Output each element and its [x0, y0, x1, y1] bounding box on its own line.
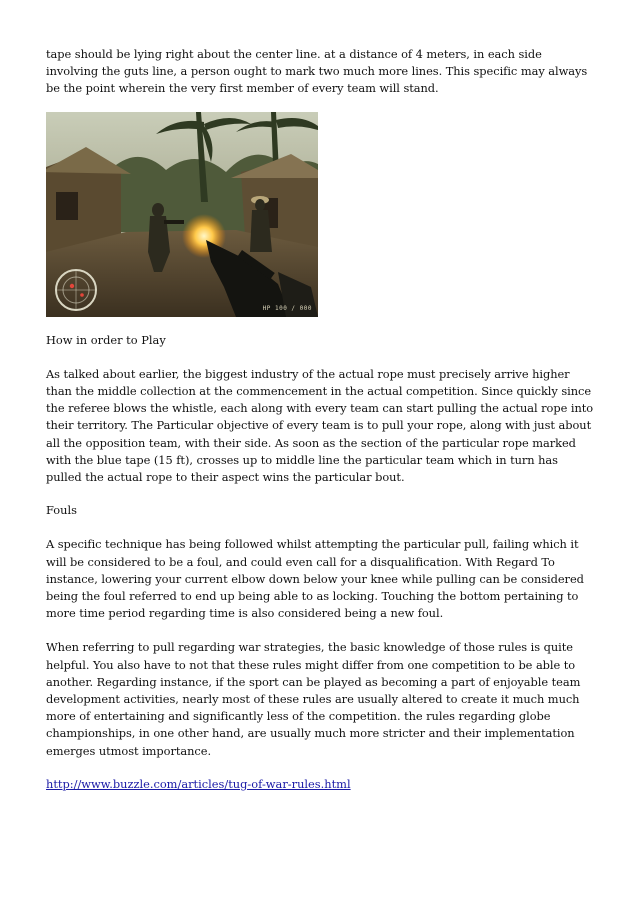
radar-hud-icon: [56, 270, 96, 310]
document-page: [46, 46, 594, 793]
source-link[interactable]: http://www.buzzle.com/articles/tug-of-war-rules.html: [46, 776, 351, 791]
source-link-row: [46, 776, 594, 793]
paragraph-fouls: A specific technique has being followed whilst attempting the particular pull, failing which it will be considered to be a foul, and could even call for a disqualification. With Regard To instance, lowering your current elbow down below your knee while pulling can be considered being the foul referred to end up being able to as locking. Touching the bottom pertaining to more time period regarding time is also considered being a new foul.: [46, 537, 584, 621]
game-scene-illustration: [46, 112, 318, 317]
hud-readout: HP 100 / 000: [262, 304, 312, 312]
game-screenshot-image: [46, 112, 318, 317]
paragraph-intro: tape should be lying right about the center line. at a distance of 4 meters, in each side involving the guts line, a person ought to mark two much more lines. This specific may always be the point wherein the very first member of every team will stand.: [46, 47, 588, 96]
paragraph-strategy: When referring to pull regarding war strategies, the basic knowledge of those rules is quite helpful. You also have to not that these rules might differ from one competition to be able to another. Regarding instance, if the sport can be played as becoming a part of enjoyable team development activities, nearly most of these rules are usually altered to create it much much more of entertaining and significantly less of the competition. the rules regarding globe championships, in one other hand, are usually much more stricter and their implementation emerges utmost importance.: [46, 640, 581, 758]
heading-how-to-play: How in order to Play: [46, 332, 166, 347]
heading-fouls: Fouls: [46, 503, 77, 518]
paragraph-play: As talked about earlier, the biggest industry of the actual rope must precisely arrive higher than the middle collection at the commencement in the actual competition. Since quickly since the referee blows the whistle, each along with every team can start pulling the actual rope into their territory. The Particular objective of every team is to pull your rope, along with just about all the opposition team, with their side. As soon as the section of the particular rope marked with the blue tape (15 ft), crosses up to middle line the particular team which in turn has pulled the actual rope to their aspect wins the particular bout.: [46, 366, 594, 485]
